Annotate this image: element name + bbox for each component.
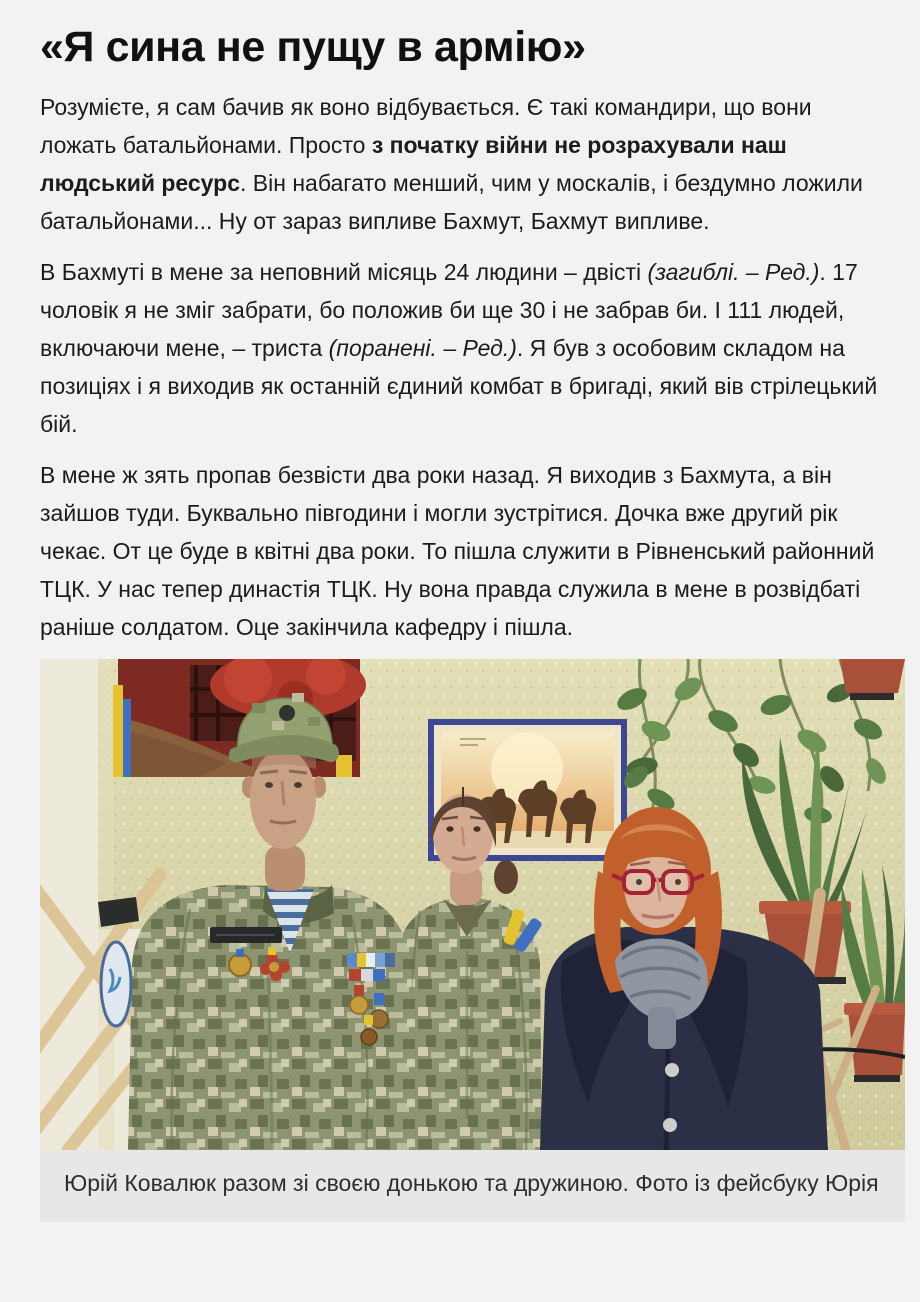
photo-caption: Юрій Ковалюк разом зі своєю донькою та дружиною. Фото із фейсбуку Юрія <box>40 1150 905 1222</box>
text-segment: В мене ж зять пропав безвісти два роки назад. Я виходив з Бахмута, а він зайшов туди. Буквально півгодини і могли зустрітися. Дочка вже другий рік чекає. От це буде в квітні два роки. То пішла служити в Рівненський районний ТЦК. У нас тепер династія ТЦК. Ну вона правда служила в мене в розвідбаті раніше солдатом. Оце закінчила кафедру і пішла. <box>40 462 875 640</box>
text-segment: (загиблі. – Ред.) <box>647 259 820 285</box>
paragraph-1 <box>40 88 880 240</box>
text-segment: (поранені. – Ред.) <box>328 335 517 361</box>
text-segment: В Бахмуті в мене за неповний місяць 24 людини – двісті <box>40 259 648 285</box>
article-body <box>40 88 880 646</box>
article <box>0 22 920 1222</box>
family-photo <box>40 659 905 1150</box>
paragraph-2 <box>40 253 880 443</box>
text-segment: . Він набагато менший, чим у москалів, і бездумно ложили батальйонами... Ну от зараз випливе Бахмут, Бахмут випливе. <box>40 170 863 234</box>
family-photo-figure <box>40 659 905 1222</box>
page-title: «Я сина не пущу в армію» <box>40 23 586 71</box>
paragraph-3 <box>40 456 880 646</box>
text-segment: . Я був з особовим складом на позиціях і я виходив як останній єдиний комбат в бригаді, який вів стрілецький бій. <box>40 335 878 437</box>
text-segment: . 17 чоловік я не зміг забрати, бо положив би ще 30 і не забрав би. І 111 людей, включаючи мене, – триста <box>40 259 858 361</box>
text-segment: Розумієте, я сам бачив як воно відбувається. Є такі командири, що вони ложать батальйонами. Просто <box>40 94 812 158</box>
text-segment: з початку війни не розрахували наш людський ресурс <box>40 132 787 196</box>
